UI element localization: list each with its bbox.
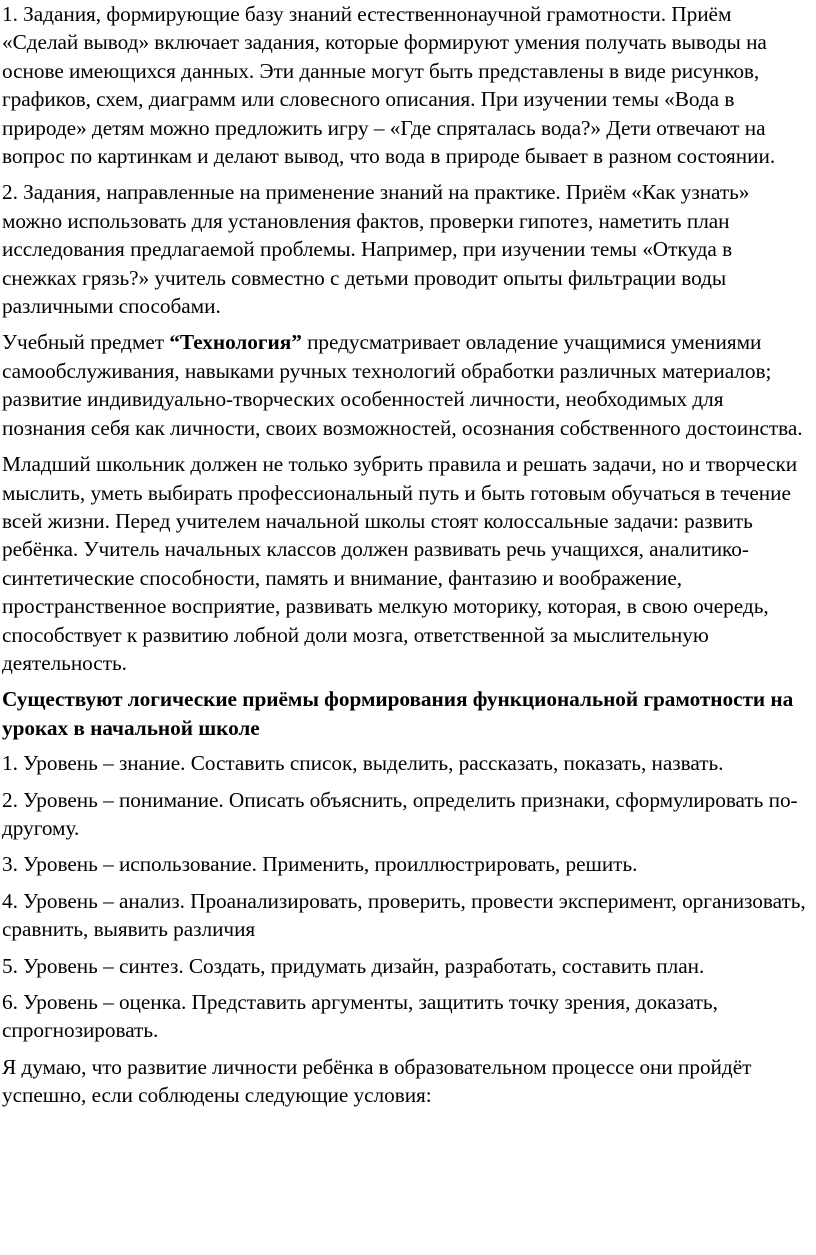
paragraph-natural-science: 1. Задания, формирующие базу знаний естественнонаучной грамотности. Приём «Сделай вывод» включает задания, которые формируют умения получать выводы на основе имеющихся данных. Эти данные могут быть представлены в виде рисунков, графиков, схем, диаграмм или словесного описания. При изучении темы «Вода в природе» детям можно предложить игру – «Где спряталась вода?» Дети отвечают на вопрос по картинкам и делают вывод, что вода в природе бывает в разном состоянии.	[2, 2, 776, 169]
paragraph-student: Младший школьник должен не только зубрить правила и решать задачи, но и творчески мыслить, уметь выбирать профессиональный путь и быть готовым обучаться в течение всей жизни. Перед учителем начальной школы стоят колоссальные задачи: развить ребёнка. Учитель начальных классов должен развивать речь учащихся, аналитико-синтетические способности, память и внимание, фантазию и воображение, пространственное восприятие, развивать мелкую моторику, которая, в свою очередь, способствует к развитию лобной доли мозга, ответственной за мыслительную деятельность.	[2, 452, 798, 675]
paragraph-practice: 2. Задания, направленные на применение знаний на практике. Приём «Как узнать» можно использовать для установления фактов, проверки гипотез, наметить план исследования предлагаемой проблемы. Например, при изучении темы «Откуда в снежках грязь?» учитель совместно с детьми проводит опыты фильтрации воды различными способами.	[2, 180, 750, 319]
level-6: 6. Уровень – оценка. Представить аргументы, защитить точку зрения, доказать, спрогнозировать.	[2, 990, 718, 1043]
section-heading: Существуют логические приёмы формирования функциональной грамотности на уроках в начальной школе	[2, 687, 794, 740]
paragraph-technology	[2, 328, 812, 442]
paragraph-closing: Я думаю, что развитие личности ребёнка в образовательном процессе они пройдёт успешно, если соблюдены следующие условия:	[2, 1054, 752, 1108]
technology-after: предусматривает овладение учащимися умениями самообслуживания, навыками ручных технологий обработки различных материалов; развитие индивидуально-творческих особенностей личности, необходимых для познания себя как личности, своих возможностей, осознания собственного достоинства.	[2, 330, 803, 440]
level-5: 5. Уровень – синтез. Создать, придумать дизайн, разработать, составить план.	[2, 953, 705, 978]
technology-before: Учебный предмет	[2, 330, 170, 355]
level-4: 4. Уровень – анализ. Проанализировать, проверить, провести эксперимент, организовать, сравнить, выявить различия	[2, 888, 806, 942]
level-3: 3. Уровень – использование. Применить, проиллюстрировать, решить.	[2, 852, 638, 877]
level-1: 1. Уровень – знание. Составить список, выделить, рассказать, показать, назвать.	[2, 751, 724, 776]
technology-subject: “Технология”	[169, 330, 302, 355]
level-2: 2. Уровень – понимание. Описать объяснить, определить признаки, сформулировать по-другому.	[2, 787, 798, 840]
